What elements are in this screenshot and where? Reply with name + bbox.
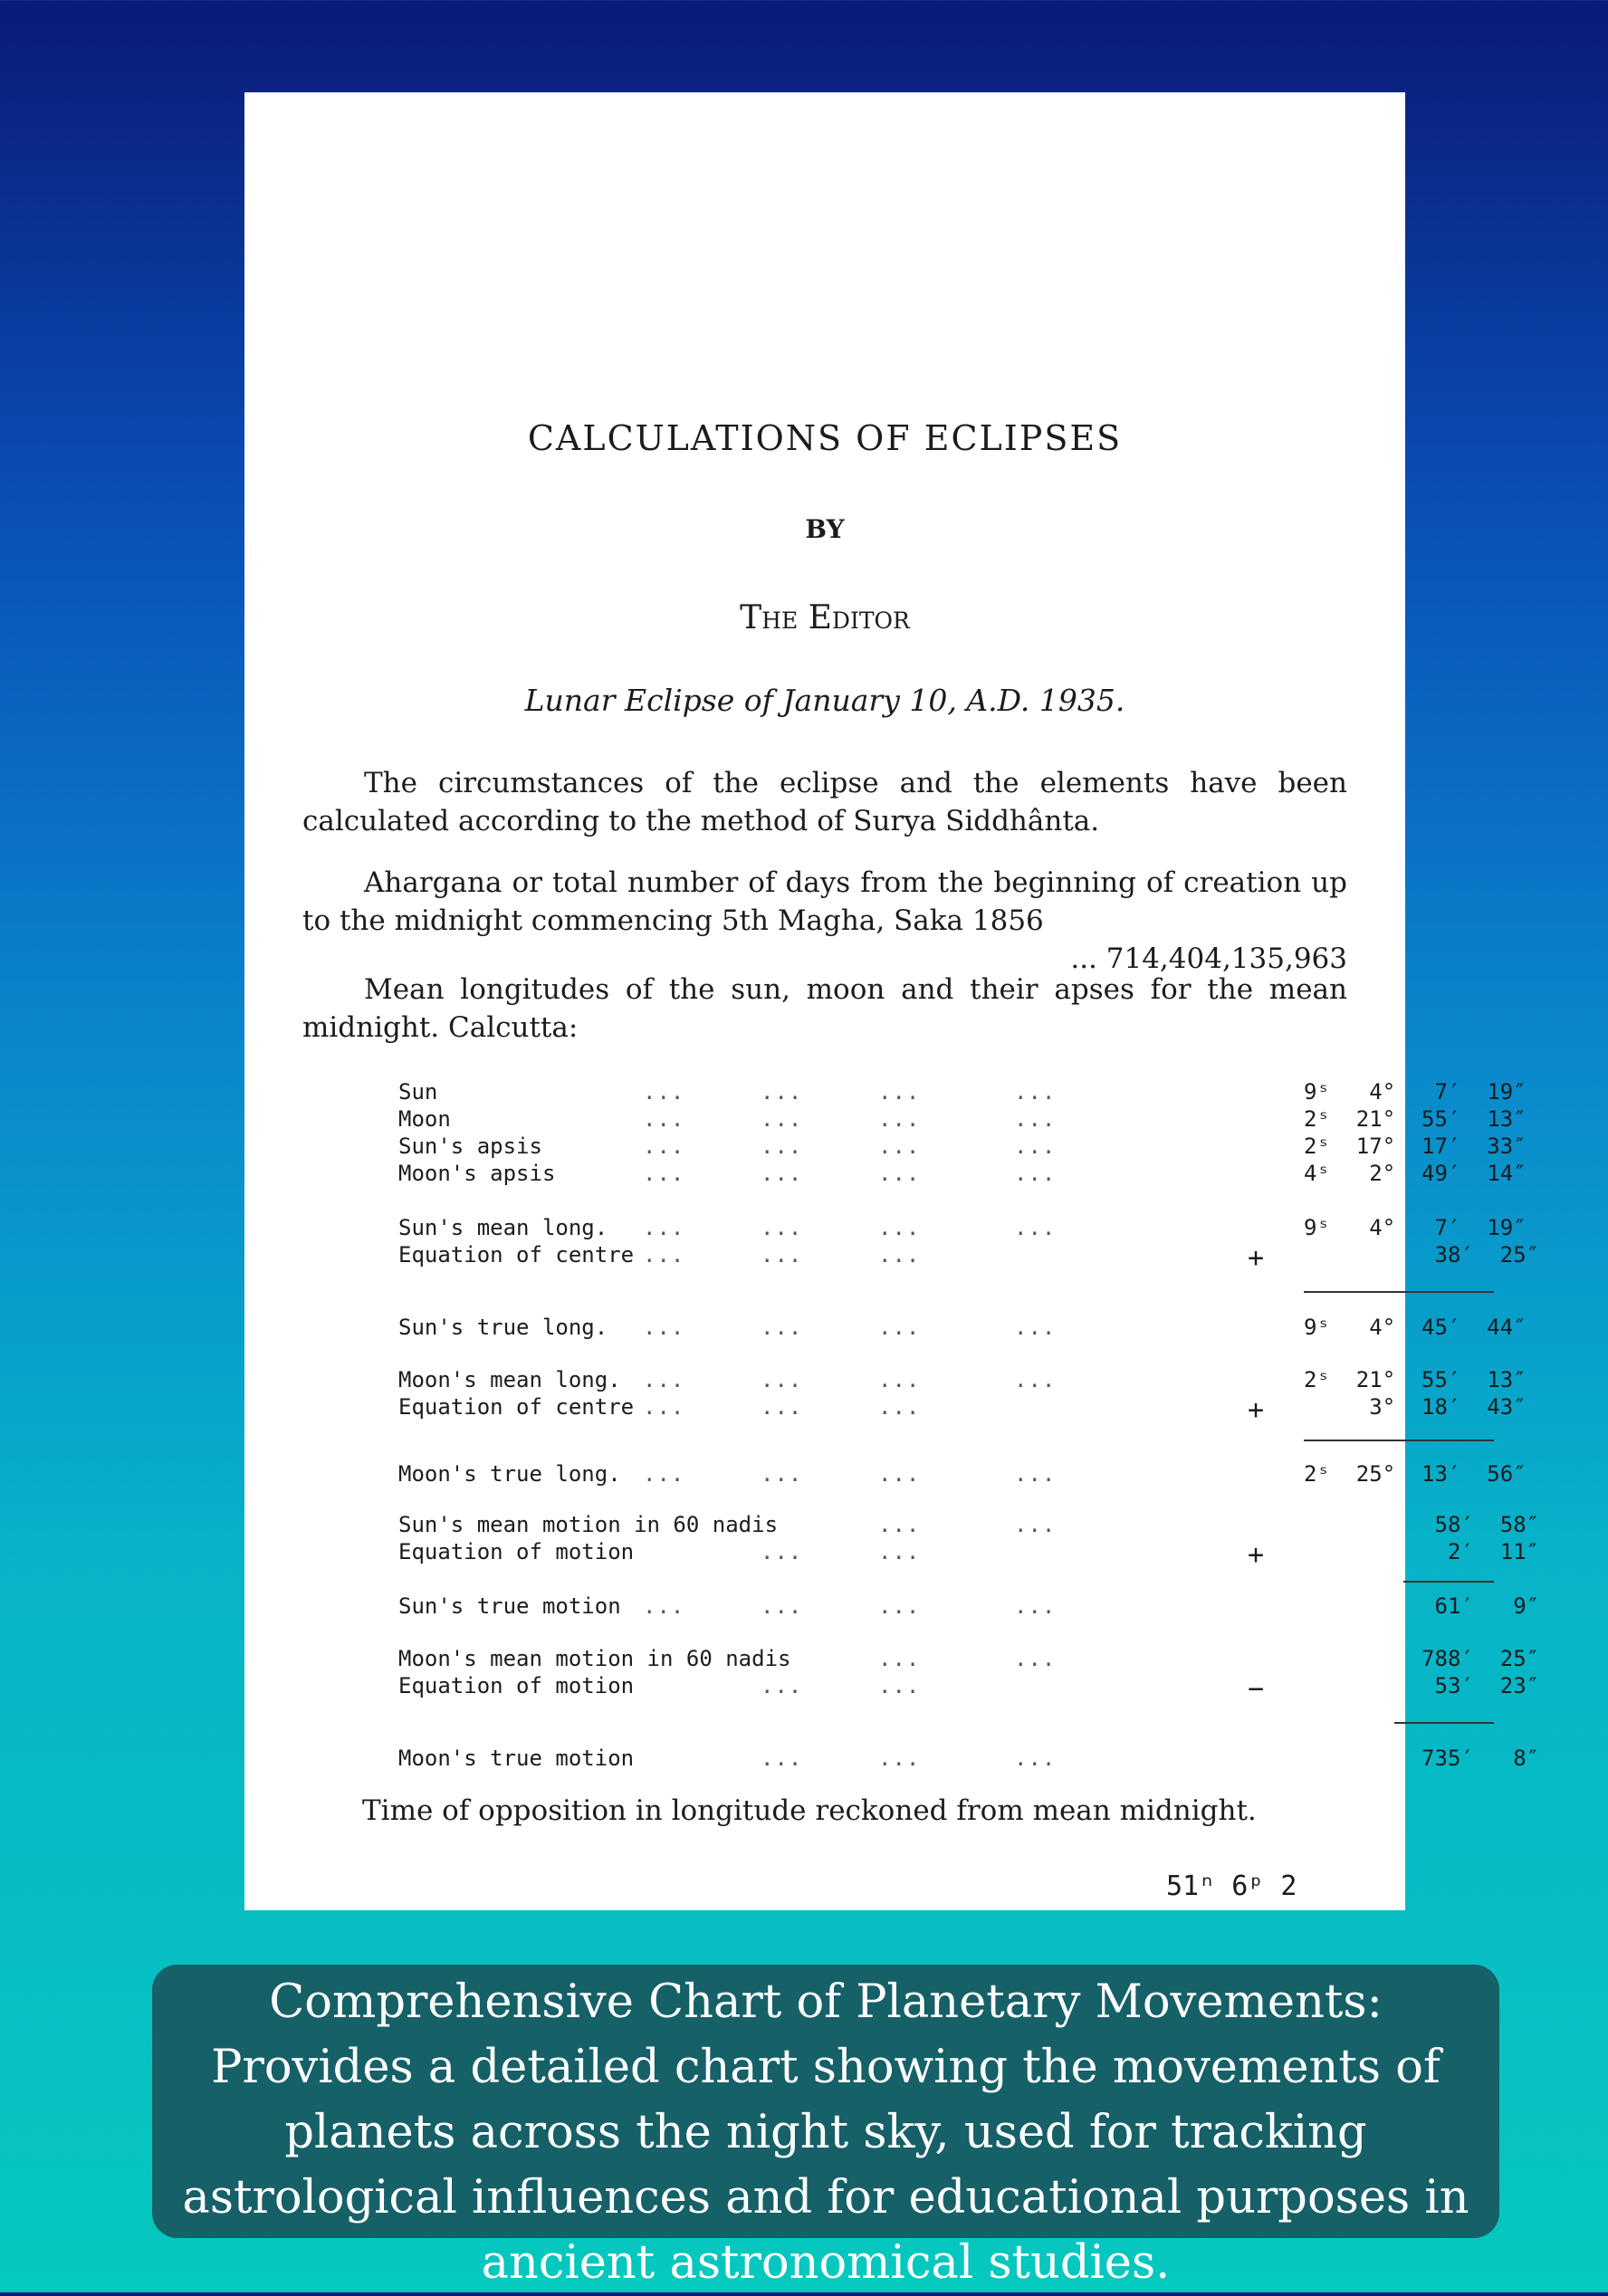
row-label: Moon's mean motion in 60 nadis: [398, 1646, 791, 1671]
row-label: Sun's true long.: [398, 1315, 608, 1340]
leader-dots: ...: [643, 1161, 685, 1186]
leader-dots: ...: [1014, 1134, 1057, 1159]
table-row: [398, 1106, 1527, 1134]
leader-dots: ...: [1014, 1106, 1057, 1132]
row-value: 2ˢ 25° 13′ 56″: [1304, 1461, 1527, 1487]
leader-dots: ...: [878, 1079, 921, 1105]
leader-dots: ...: [1014, 1461, 1057, 1487]
row-sign: −: [1248, 1673, 1265, 1705]
row-label: Moon: [398, 1106, 451, 1132]
sum-rule: [1304, 1291, 1494, 1293]
leader-dots: ...: [761, 1394, 803, 1420]
row-value: 61′ 9″: [1304, 1593, 1540, 1619]
leader-dots: ...: [643, 1593, 685, 1619]
row-sign: +: [1248, 1242, 1265, 1274]
leader-dots: ...: [761, 1539, 803, 1564]
table-row: [398, 1461, 1527, 1488]
leader-dots: ...: [1014, 1161, 1057, 1186]
leader-dots: ...: [761, 1461, 803, 1487]
table-row: [398, 1593, 1540, 1621]
opposition-heading: Time of opposition in longitude reckoned from mean midnight.: [362, 1794, 1257, 1827]
table-row: [398, 1646, 1540, 1673]
leader-dots: ...: [878, 1673, 921, 1698]
leader-dots: ...: [1014, 1746, 1057, 1771]
document-subtitle: Lunar Eclipse of January 10, A.D. 1935.: [524, 683, 1125, 718]
leader-dots: ...: [1014, 1593, 1057, 1619]
author-line: The Editor: [740, 599, 910, 636]
sum-rule: [1304, 1440, 1494, 1441]
row-value: 788′ 25″: [1304, 1646, 1540, 1671]
row-label: Equation of motion: [398, 1539, 635, 1564]
caption-box: Comprehensive Chart of Planetary Movements: Provides a detailed chart showing the movements of planets across the night sky, used for tracking astrological influences and for educational purposes in ancient astronomical studies.: [152, 1965, 1499, 2238]
row-value: 9ˢ 4° 7′ 19″: [1304, 1079, 1527, 1105]
row-sign: +: [1248, 1394, 1265, 1426]
leader-dots: ...: [761, 1215, 803, 1240]
leader-dots: ...: [761, 1134, 803, 1159]
leader-dots: ...: [878, 1593, 921, 1619]
table-row: [398, 1367, 1527, 1394]
row-value: 9ˢ 4° 45′ 44″: [1304, 1315, 1527, 1340]
by-line: BY: [805, 514, 845, 544]
row-label: Equation of centre: [398, 1394, 635, 1420]
table-row: [398, 1134, 1527, 1161]
row-label: Equation of motion: [398, 1673, 635, 1698]
row-value: 2ˢ 21° 55′ 13″: [1304, 1367, 1527, 1392]
row-label: Moon's true long.: [398, 1461, 621, 1487]
leader-dots: ...: [878, 1215, 921, 1240]
leader-dots: ...: [761, 1593, 803, 1619]
leader-dots: ...: [1014, 1079, 1057, 1105]
row-value: 2ˢ 17° 17′ 33″: [1304, 1134, 1527, 1159]
row-value: 53′ 23″: [1304, 1673, 1540, 1698]
leader-dots: ...: [643, 1367, 685, 1392]
leader-dots: ...: [643, 1215, 685, 1240]
leader-dots: ...: [1014, 1512, 1057, 1537]
leader-dots: ...: [878, 1746, 921, 1771]
leader-dots: ...: [761, 1367, 803, 1392]
leader-dots: ...: [761, 1161, 803, 1186]
table-row: [398, 1394, 1527, 1426]
opposition-value: 51ⁿ 6ᵖ 2: [1166, 1870, 1297, 1902]
longitude-table: [244, 92, 1540, 1910]
leader-dots: ...: [761, 1315, 803, 1340]
intro-paragraph: The circumstances of the eclipse and the elements have been calculated according to the method of Surya Siddhânta.: [302, 767, 1347, 837]
leader-dots: ...: [761, 1079, 803, 1105]
row-label: Moon's true motion: [398, 1746, 635, 1771]
row-value: 2′ 11″: [1304, 1539, 1540, 1564]
row-value: 9ˢ 4° 7′ 19″: [1304, 1215, 1527, 1240]
row-sign: +: [1248, 1539, 1265, 1571]
leader-dots: ...: [643, 1134, 685, 1159]
row-value: 4ˢ 2° 49′ 14″: [1304, 1161, 1527, 1186]
row-value: 58′ 58″: [1304, 1512, 1540, 1537]
table-row: [398, 1746, 1540, 1773]
leader-dots: ...: [643, 1079, 685, 1105]
table-row: [398, 1079, 1527, 1106]
leader-dots: ...: [878, 1461, 921, 1487]
table-row: [398, 1242, 1540, 1274]
leader-dots: ...: [1014, 1646, 1057, 1671]
leader-dots: ...: [761, 1673, 803, 1698]
row-label: Moon's mean long.: [398, 1367, 621, 1392]
table-row: [398, 1161, 1527, 1188]
leader-dots: ...: [878, 1367, 921, 1392]
leader-dots: ...: [878, 1539, 921, 1564]
leader-dots: ...: [643, 1315, 685, 1340]
leader-dots: ...: [1014, 1315, 1057, 1340]
leader-dots: ...: [878, 1646, 921, 1671]
row-label: Sun: [398, 1079, 438, 1105]
sum-rule: [1394, 1722, 1494, 1724]
leader-dots: ...: [1014, 1215, 1057, 1240]
leader-dots: ...: [878, 1161, 921, 1186]
sum-rule: [1403, 1581, 1494, 1583]
table-row: [398, 1215, 1527, 1242]
table-row: [398, 1315, 1527, 1342]
leader-dots: ...: [878, 1315, 921, 1340]
row-value: 38′ 25″: [1304, 1242, 1540, 1268]
leader-dots: ...: [643, 1106, 685, 1132]
document-title: CALCULATIONS OF ECLIPSES: [527, 418, 1123, 458]
leader-dots: ...: [643, 1394, 685, 1420]
row-value: 3° 18′ 43″: [1304, 1394, 1527, 1420]
leader-dots: ...: [878, 1106, 921, 1132]
document-page: [244, 92, 1540, 1910]
leader-dots: ...: [878, 1394, 921, 1420]
row-value: 2ˢ 21° 55′ 13″: [1304, 1106, 1527, 1132]
leader-dots: ...: [878, 1512, 921, 1537]
leader-dots: ...: [761, 1106, 803, 1132]
table-row: [398, 1673, 1540, 1705]
leader-dots: ...: [643, 1242, 685, 1268]
row-label: Sun's mean motion in 60 nadis: [398, 1512, 779, 1537]
leader-dots: ...: [761, 1242, 803, 1268]
row-label: Equation of centre: [398, 1242, 635, 1268]
row-label: Sun's mean long.: [398, 1215, 608, 1240]
leader-dots: ...: [1014, 1367, 1057, 1392]
leader-dots: ...: [643, 1461, 685, 1487]
row-label: Moon's apsis: [398, 1161, 556, 1186]
mean-longitudes-paragraph: Mean longitudes of the sun, moon and their apses for the mean midnight. Calcutta:: [302, 973, 1347, 1044]
row-label: Sun's true motion: [398, 1593, 621, 1619]
leader-dots: ...: [761, 1746, 803, 1771]
row-value: 735′ 8″: [1304, 1746, 1540, 1771]
ahargana-text: Ahargana or total number of days from the beginning of creation up to the midnight commencing 5th Magha, Saka 1856: [302, 866, 1347, 937]
table-row: [398, 1512, 1540, 1539]
table-row: [398, 1539, 1540, 1571]
ahargana-value: ... 714,404,135,963: [1070, 942, 1347, 975]
leader-dots: ...: [878, 1134, 921, 1159]
leader-dots: ...: [878, 1242, 921, 1268]
row-label: Sun's apsis: [398, 1134, 542, 1159]
